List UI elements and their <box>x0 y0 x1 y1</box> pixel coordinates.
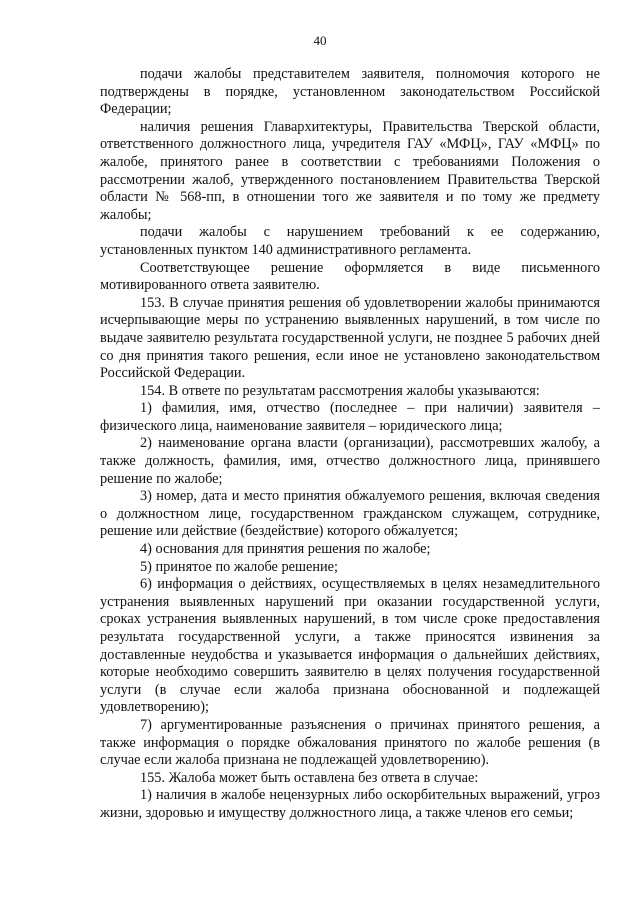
paragraph: 2) наименование органа власти (организации), рассмотревших жалобу, а также должность, фамилия, имя, отчество должностного лица, принявшего решение по жалобе; <box>100 435 600 487</box>
paragraph: 6) информация о действиях, осуществляемых в целях незамедлительного устранения выявленных нарушений при оказании государственной услуги, сроках устранения выявленных нарушений, в том числе сроке предоставления результата государственной услуги, а также приносятся извинения за доставленные неудобства и указывается информация о дальнейших действиях, которые необходимо совершить заявителю в целях получения государственной услуги (в случае если жалоба признана обоснованной и подлежащей удовлетворению); <box>100 576 600 716</box>
paragraph: 5) принятое по жалобе решение; <box>140 558 338 575</box>
paragraph: Соответствующее решение оформляется в виде письменного мотивированного ответа заявителю. <box>100 259 600 294</box>
paragraph: наличия решения Главархитектуры, Правительства Тверской области, ответственного должностного лица, учредителя ГАУ «МФЦ», ГАУ «МФЦ» по жалобе, принятого ранее в соответствии с требованиями Положения о рассмотрении жалоб, утвержденного постановлением Правительства Тверской области № 568-пп, в отношении того же заявителя и по тому же предмету жалобы; <box>100 118 600 223</box>
paragraph: 7) аргументированные разъяснения о причинах принятого решения, а также информация о порядке обжалования принятого по жалобе решения (в случае если жалоба признана не подлежащей удовлетворению). <box>100 716 600 769</box>
paragraph: подачи жалобы с нарушением требований к ее содержанию, установленных пунктом 140 административного регламента. <box>100 224 600 258</box>
paragraph: 154. В ответе по результатам рассмотрения жалобы указываются: <box>140 382 540 399</box>
paragraph: 1) фамилия, имя, отчество (последнее – при наличии) заявителя – физического лица, наименование заявителя – юридического лица; <box>100 400 600 434</box>
paragraph: 1) наличия в жалобе нецензурных либо оскорбительных выражений, угроз жизни, здоровью и имуществу должностного лица, а также членов его семьи; <box>100 787 600 821</box>
page-number: 40 <box>313 33 327 48</box>
document-body <box>100 66 600 823</box>
paragraph: 153. В случае принятия решения об удовлетворении жалобы принимаются исчерпывающие меры по устранению выявленных нарушений, в том числе по выдаче заявителю результата государственной услуги, не позднее 5 рабочих дней со дня принятия такого решения, если иное не установлено законодательством Российской Федерации. <box>100 294 600 382</box>
paragraph: 155. Жалоба может быть оставлена без ответа в случае: <box>140 769 479 786</box>
paragraph: 4) основания для принятия решения по жалобе; <box>140 541 431 558</box>
paragraph: подачи жалобы представителем заявителя, полномочия которого не подтверждены в порядке, установленном законодательством Российской Федерации; <box>100 66 600 118</box>
paragraph: 3) номер, дата и место принятия обжалуемого решения, включая сведения о должностном лице, государственном гражданском служащем, сотруднике, решение или действие (бездействие) которого обжалуется; <box>100 488 600 540</box>
